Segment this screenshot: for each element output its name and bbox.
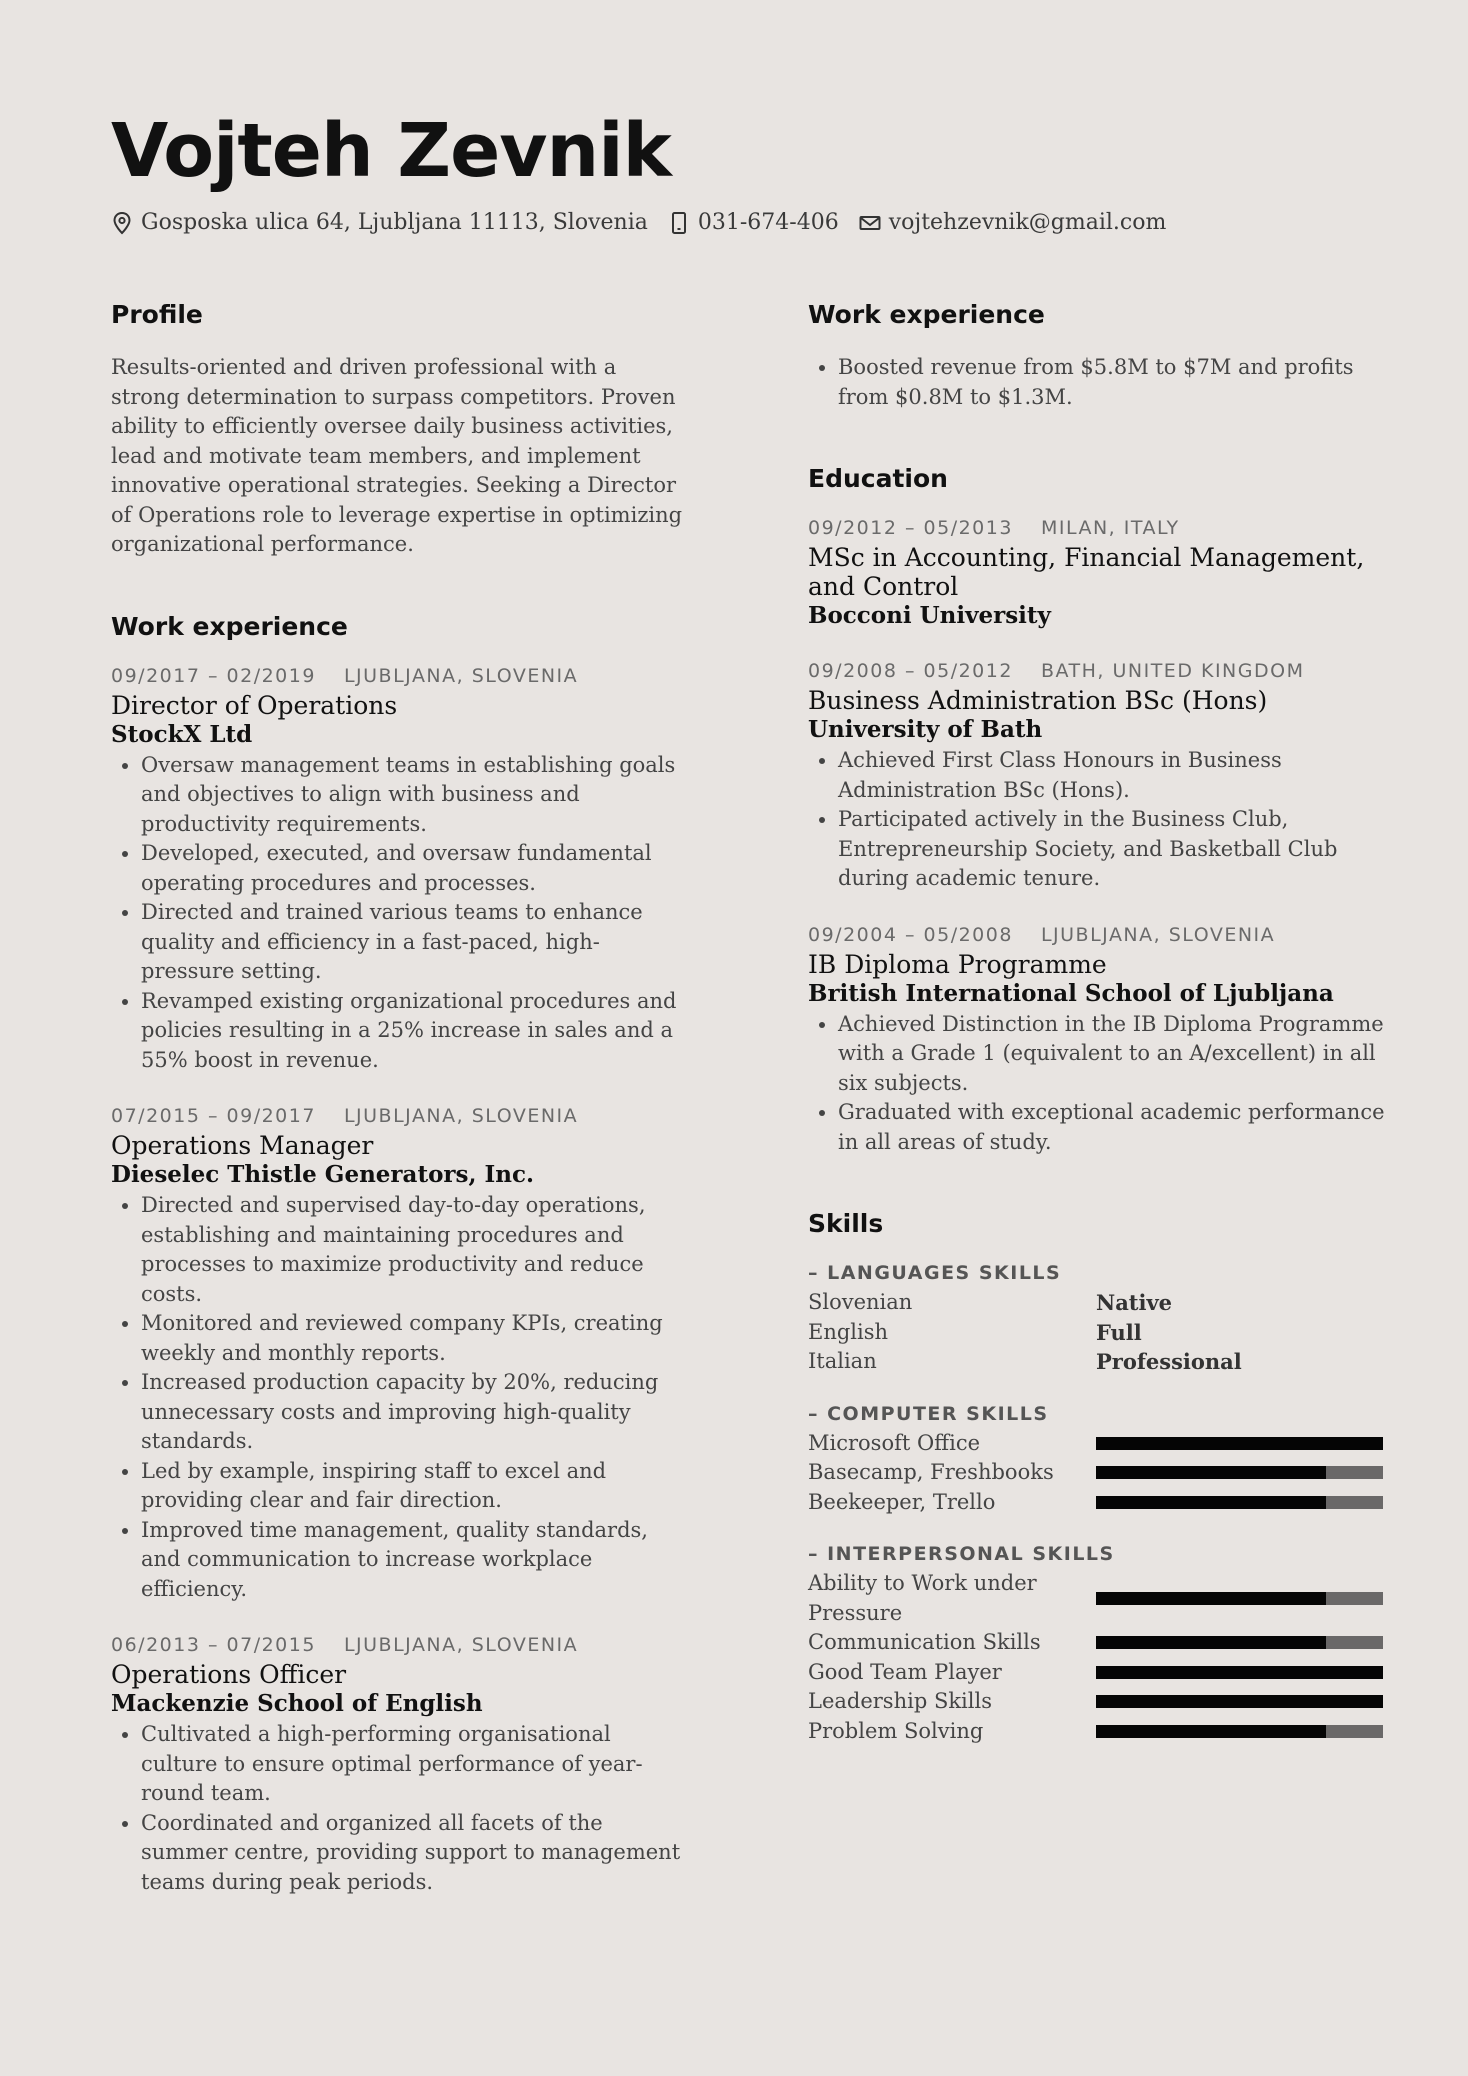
language-skills-title: – LANGUAGES SKILLS [808,1262,1062,1284]
computer-skill-row [808,1429,1388,1459]
skills-heading: Skills [808,1209,884,1238]
skill-rating-bar [1096,1437,1383,1450]
skill-rating-bar [1096,1592,1383,1605]
job-bullets [111,1191,691,1604]
education-dates: 09/2012 – 05/2013 [808,517,1013,539]
education-meta [808,924,1388,946]
location-pin-icon [111,211,133,235]
job-meta [111,1105,691,1127]
language-level: Native [1096,1290,1173,1316]
education-degree: MSc in Accounting, Financial Management, and Control [808,543,1365,601]
skill-rating-fill [1096,1695,1383,1708]
language-name: Slovenian [808,1290,913,1314]
education-bullets [808,1010,1388,1158]
interpersonal-skill-row [808,1717,1388,1747]
skill-rating-fill [1096,1592,1326,1605]
job-bullet: • Monitored and reviewed company KPIs, creating weekly and monthly reports. [141,1309,691,1368]
contact-bar [111,210,1166,235]
computer-skill-row [808,1488,1388,1518]
computer-skill-name: Basecamp, Freshbooks [808,1460,1054,1484]
education-section [808,464,1388,1157]
education-dates: 09/2008 – 05/2012 [808,660,1013,682]
education-bullet: • Graduated with exceptional academic performance in all areas of study. [838,1098,1388,1157]
computer-skill-name: Beekeeper, Trello [808,1489,996,1514]
work-continued-section [808,300,1388,412]
profile-section [111,300,691,560]
education-entry [808,924,1388,1158]
candidate-name: Vojteh Zevnik [111,108,671,194]
education-entry [808,660,1388,894]
skill-rating-fill [1096,1666,1383,1679]
job-title: Director of Operations [111,690,398,720]
skill-rating-bar [1096,1466,1383,1479]
interpersonal-skill-name: Good Team Player [808,1659,1002,1684]
job-company: Mackenzie School of English [111,1690,483,1717]
job-bullet: • Directed and supervised day-to-day operations, establishing and maintaining procedures and processes to maximize productivity and reduce costs. [141,1191,691,1309]
job-bullet: • Led by example, inspiring staff to excel and providing clear and fair direction. [141,1457,691,1516]
education-school: British International School of Ljubljana [808,979,1334,1007]
profile-text: Results-oriented and driven professional with a strong determination to surpass competitors. Proven ability to efficiently oversee daily business activities, lead and motivate team members, and implement innovative operational strategies. Seeking a Director of Operations role to leverage expertise in optimizing organizational performance. [111,355,683,556]
contact-address [111,210,648,235]
job-entry [111,1105,691,1604]
computer-skill-name: Microsoft Office [808,1430,981,1455]
interpersonal-skills [808,1543,1388,1746]
job-location: LJUBLJANA, SLOVENIA [343,1105,579,1127]
education-dates: 09/2004 – 05/2008 [808,923,1013,946]
contact-email [859,210,1167,235]
language-row [808,1288,1388,1318]
work-heading: Work experience [111,611,348,641]
computer-skills-title: – COMPUTER SKILLS [808,1402,1049,1425]
job-entry [111,665,691,1076]
job-bullet: • Improved time management, quality standards, and communication to increase workplace efficiency. [141,1516,691,1605]
job-title: Operations Manager [111,1131,374,1160]
address-text: Gosposka ulica 64, Ljubljana 11113, Slovenia [141,210,648,235]
computer-skill-row [808,1458,1388,1488]
skill-rating-bar [1096,1496,1383,1509]
job-dates: 07/2015 – 09/2017 [111,1105,316,1127]
education-bullet: • Achieved First Class Honours in Business Administration BSc (Hons). [838,746,1388,805]
interpersonal-skill-row [808,1658,1388,1688]
profile-heading: Profile [111,300,203,329]
education-bullets [808,746,1388,894]
skill-rating-fill [1096,1496,1326,1509]
skill-rating-fill [1096,1636,1326,1649]
envelope-icon [859,211,881,235]
job-bullets [111,751,691,1076]
language-row [808,1347,1388,1377]
phone-text: 031-674-406 [697,210,839,235]
language-row [808,1318,1388,1348]
work-continued-bullets [808,353,1388,412]
skill-rating-bar [1096,1636,1383,1649]
job-company: Dieselec Thistle Generators, Inc. [111,1161,534,1188]
education-heading: Education [808,464,948,493]
phone-icon [668,211,690,235]
language-name: English [808,1319,889,1344]
education-degree: IB Diploma Programme [808,949,1107,979]
job-location: LJUBLJANA, SLOVENIA [343,1634,579,1656]
job-company: StockX Ltd [111,720,253,748]
job-entry [111,1634,691,1897]
job-bullets [111,1720,691,1897]
job-bullet: • Directed and trained various teams to enhance quality and efficiency in a fast-paced, high-pressure setting. [141,898,691,987]
education-meta [808,660,1388,682]
education-school: University of Bath [808,716,1043,743]
education-location: LJUBLJANA, SLOVENIA [1040,923,1276,946]
interpersonal-skill-name: Communication Skills [808,1630,1041,1654]
education-location: MILAN, ITALY [1040,517,1180,539]
skill-rating-fill [1096,1466,1326,1479]
education-bullet: • Participated actively in the Business Club, Entrepreneurship Society, and Basketball Club during academic tenure. [838,805,1388,894]
computer-skills [808,1403,1388,1518]
language-name: Italian [808,1349,877,1373]
job-dates: 09/2017 – 02/2019 [111,664,316,687]
job-bullet: • Developed, executed, and oversaw fundamental operating procedures and processes. [141,839,691,898]
language-level: Full [1096,1319,1142,1345]
work-section [111,612,691,1898]
education-entry [808,517,1388,630]
left-column [111,300,691,1949]
skill-rating-bar [1096,1725,1383,1738]
interpersonal-skills-title: – INTERPERSONAL SKILLS [808,1543,1115,1565]
job-title: Operations Officer [111,1660,347,1689]
work-continued-heading: Work experience [808,300,1045,329]
interpersonal-skill-row [808,1687,1388,1717]
job-dates: 06/2013 – 07/2015 [111,1634,316,1656]
education-bullet: • Achieved Distinction in the IB Diploma Programme with a Grade 1 (equivalent to an A/excellent) in all six subjects. [838,1010,1388,1099]
job-meta [111,665,691,687]
skills-section [808,1209,1388,1746]
skill-rating-fill [1096,1725,1326,1738]
education-meta [808,517,1388,539]
skill-rating-fill [1096,1437,1383,1450]
education-location: BATH, UNITED KINGDOM [1040,660,1305,682]
skill-rating-bar [1096,1695,1383,1708]
job-location: LJUBLJANA, SLOVENIA [343,664,579,687]
job-bullet: • Oversaw management teams in establishing goals and objectives to align with business and productivity requirements. [141,751,691,840]
job-bullet: • Coordinated and organized all facets of the summer centre, providing support to management teams during peak periods. [141,1809,691,1898]
job-bullet: • Increased production capacity by 20%, reducing unnecessary costs and improving high-quality standards. [141,1368,691,1457]
job-meta [111,1634,691,1656]
right-column [808,300,1388,1798]
email-text: vojtehzevnik@gmail.com [888,210,1167,235]
skill-rating-bar [1096,1666,1383,1679]
job-bullet: • Cultivated a high-performing organisational culture to ensure optimal performance of year-round team. [141,1720,691,1809]
language-skills [808,1262,1388,1377]
interpersonal-skill-name: Problem Solving [808,1718,984,1743]
interpersonal-skill-name: Ability to Work under Pressure [808,1571,1037,1625]
interpersonal-skill-name: Leadership Skills [808,1689,992,1713]
interpersonal-skill-row [808,1569,1388,1628]
interpersonal-skill-row [808,1628,1388,1658]
education-degree: Business Administration BSc (Hons) [808,686,1268,715]
education-school: Bocconi University [808,602,1051,629]
job-bullet: • Revamped existing organizational procedures and policies resulting in a 25% increase in sales and a 55% boost in revenue. [141,987,691,1076]
language-level: Professional [1096,1349,1242,1375]
job-bullet: • Boosted revenue from $5.8M to $7M and profits from $0.8M to $1.3M. [838,353,1388,412]
contact-phone [668,210,839,235]
